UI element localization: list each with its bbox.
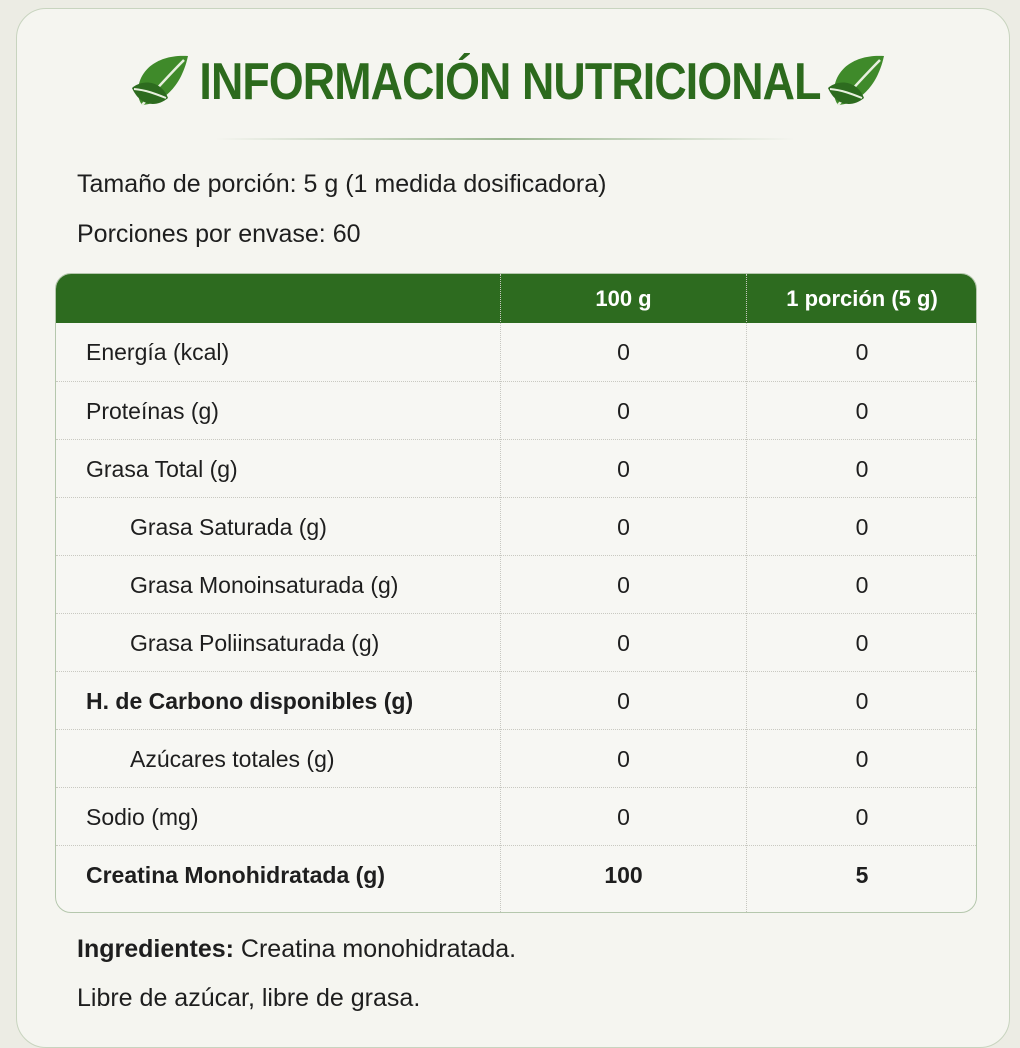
leaf-icon xyxy=(824,48,890,114)
table-row xyxy=(56,613,976,671)
column-header-100g: 100 g xyxy=(595,286,652,311)
row-value-100g: 0 xyxy=(617,514,630,540)
ingredients-note: Libre de azúcar, libre de grasa. xyxy=(77,984,421,1012)
row-value-100g: 0 xyxy=(617,804,630,830)
row-value-serving: 0 xyxy=(855,339,869,365)
row-label: Grasa Total (g) xyxy=(86,456,238,482)
row-value-100g: 0 xyxy=(617,688,630,714)
row-label: Creatina Monohidratada (g) xyxy=(86,862,386,888)
table-row xyxy=(56,439,976,497)
row-label: Energía (kcal) xyxy=(86,339,230,365)
page-title: INFORMACIÓN NUTRICIONAL xyxy=(199,53,821,111)
table-row xyxy=(56,729,976,787)
title-row xyxy=(0,48,1020,138)
ingredients-text: Creatina monohidratada. xyxy=(233,935,517,963)
row-value-100g: 0 xyxy=(617,630,630,656)
row-value-serving: 0 xyxy=(855,688,869,714)
row-value-serving: 0 xyxy=(855,804,869,830)
row-value-100g: 100 xyxy=(604,862,643,888)
row-value-serving: 5 xyxy=(855,862,869,888)
table-row xyxy=(56,845,976,903)
table-row xyxy=(56,787,976,845)
row-value-serving: 0 xyxy=(855,398,869,424)
ingredients-line xyxy=(77,935,516,964)
row-value-100g: 0 xyxy=(617,746,630,772)
table-row xyxy=(56,381,976,439)
table-row xyxy=(56,497,976,555)
row-label: Proteínas (g) xyxy=(86,398,219,424)
serving-size: Tamaño de porción: 5 g (1 medida dosificadora) xyxy=(77,170,607,198)
row-value-serving: 0 xyxy=(855,746,869,772)
servings-per-container: Porciones por envase: 60 xyxy=(77,220,361,248)
row-label: Grasa Saturada (g) xyxy=(130,514,327,540)
nutrition-table xyxy=(55,273,977,913)
row-label: Azúcares totales (g) xyxy=(130,746,335,772)
row-value-100g: 0 xyxy=(617,572,630,598)
table-row xyxy=(56,323,976,381)
row-value-serving: 0 xyxy=(855,456,869,482)
row-value-100g: 0 xyxy=(617,339,630,365)
row-value-serving: 0 xyxy=(855,572,869,598)
table-row xyxy=(56,671,976,729)
title-divider xyxy=(215,138,795,140)
column-header-serving: 1 porción (5 g) xyxy=(786,286,938,311)
table-header xyxy=(56,274,976,323)
ingredients-label: Ingredientes: xyxy=(77,935,234,963)
row-label: Grasa Monoinsaturada (g) xyxy=(130,572,399,598)
table-row xyxy=(56,555,976,613)
row-value-serving: 0 xyxy=(855,514,869,540)
row-label: H. de Carbono disponibles (g) xyxy=(86,688,414,714)
row-value-serving: 0 xyxy=(855,630,869,656)
row-label: Grasa Poliinsaturada (g) xyxy=(130,630,380,656)
row-value-100g: 0 xyxy=(617,456,630,482)
row-value-100g: 0 xyxy=(617,398,630,424)
row-label: Sodio (mg) xyxy=(86,804,199,830)
